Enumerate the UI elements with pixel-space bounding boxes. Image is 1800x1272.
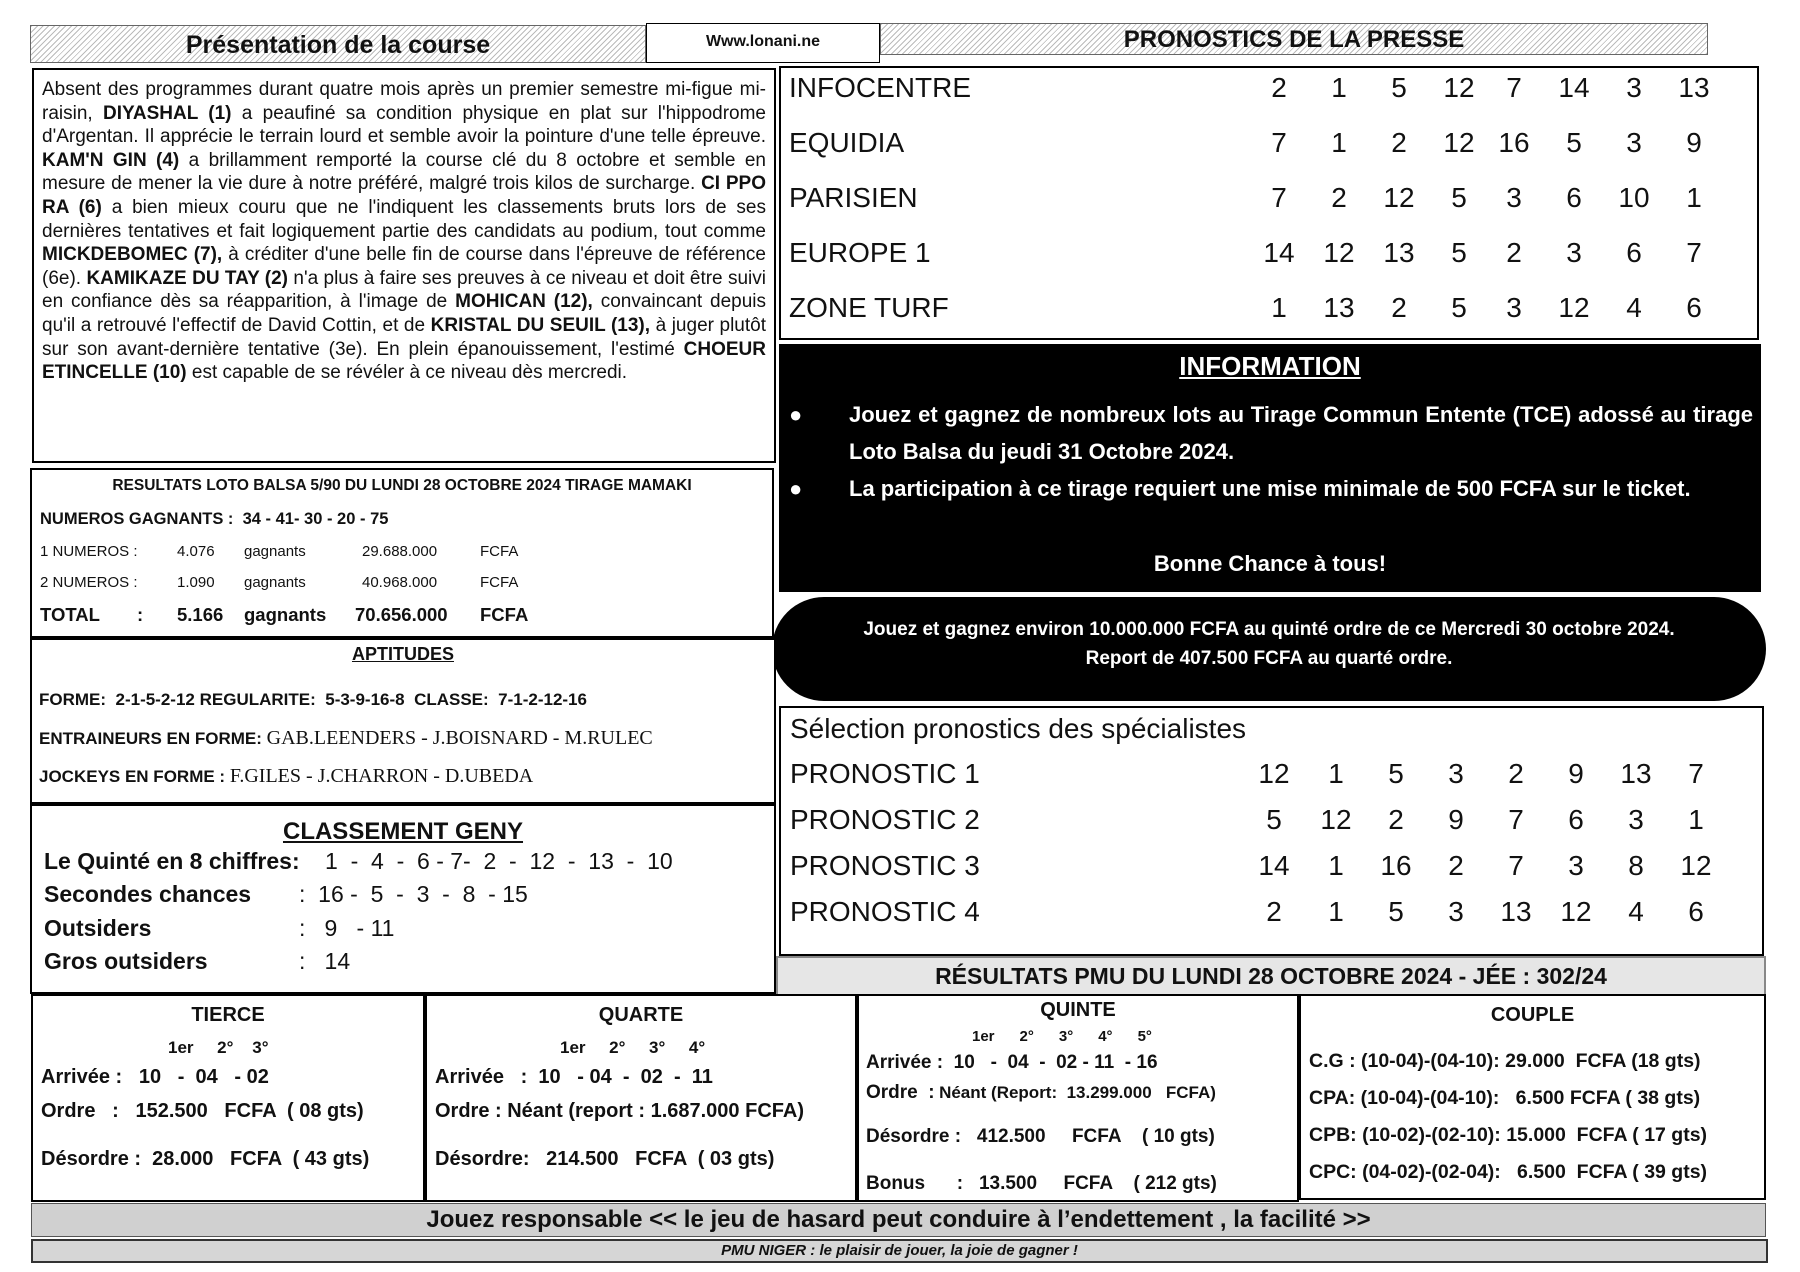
pronostic-number: 4 [1628,896,1644,927]
information-panel [779,344,1761,592]
information-closing: Bonne Chance à tous! [1153,551,1387,576]
presse-source: EQUIDIA [789,127,905,158]
pronostic-row [781,804,1762,844]
quarte-arrivee: Arrivée : 10 - 04 - 02 - 11 [435,1066,713,1088]
pronostic-number: 1 [1328,896,1344,927]
presentation-text [34,70,774,385]
geny-value: : 9 - 11 [299,915,395,941]
pronostic-number: 13 [1500,896,1532,927]
presse-source: ZONE TURF [789,292,949,323]
loto-title: RESULTATS LOTO BALSA 5/90 DU LUNDI 28 OCTOBRE 2024 TIRAGE MAMAKI [112,477,692,494]
loto-cell: gagnants [244,574,306,591]
loto-cell: 4.076 [177,543,215,560]
presse-number: 3 [1566,237,1582,268]
horse-name: KAMIKAZE DU TAY (2) [86,267,289,289]
pmu-results-header [776,956,1766,996]
presse-number: 2 [1331,182,1347,213]
pronostic-number: 16 [1380,850,1412,881]
pronostic-number: 5 [1388,896,1404,927]
presse-number: 12 [1443,127,1475,158]
presse-number: 7 [1271,182,1287,213]
horse-name: MICKDEBOMEC (7), [42,244,223,266]
presse-number: 3 [1506,292,1522,323]
loto-cell: TOTAL [40,604,100,625]
promo-line: Report de 407.500 FCFA au quarté ordre. [1085,648,1453,669]
pronostic-number: 3 [1448,896,1464,927]
pronostic-number: 3 [1568,850,1584,881]
pronostic-number: 3 [1448,758,1464,789]
quarte-ordre: Ordre : Néant (report : 1.687.000 FCFA) [435,1100,804,1122]
pronostic-number: 1 [1328,850,1344,881]
loto-cell: FCFA [480,543,519,560]
pronostic-number: 8 [1628,850,1644,881]
pronostic-number: 2 [1388,804,1404,835]
website-link[interactable]: Www.lonani.ne [705,33,821,50]
presse-number: 2 [1506,237,1522,268]
couple-row: C.G : (10-04)-(04-10): 29.000 FCFA (18 gts) [1309,1050,1701,1072]
website-box[interactable] [646,23,880,63]
presse-number: 12 [1383,182,1415,213]
presse-row [781,182,1757,232]
couple-panel [1299,994,1766,1200]
tierce-desordre: Désordre : 28.000 FCFA ( 43 gts) [41,1148,370,1170]
specialistes-panel [779,706,1764,956]
pronostic-number: 7 [1508,804,1524,835]
horse-name: CHOEUR ETINCELLE (10) [42,338,766,384]
pronostic-name: PRONOSTIC 2 [790,804,980,835]
loto-cell: : [137,604,144,625]
pronostic-number: 5 [1266,804,1282,835]
loto-cell: FCFA [480,574,519,591]
presse-number: 5 [1566,127,1582,158]
presse-number: 10 [1618,182,1650,213]
pronostic-name: PRONOSTIC 3 [790,850,980,881]
presse-number: 3 [1506,182,1522,213]
loto-cell: 40.968.000 [362,574,438,591]
promo-line: Jouez et gagnez environ 10.000.000 FCFA au quinté ordre de ce Mercredi 30 octobre 2024. [863,619,1675,640]
geny-label: Gros outsiders [44,948,208,974]
quinte-panel [857,994,1299,1202]
pronostic-number: 1 [1688,804,1704,835]
presse-number: 13 [1323,292,1355,323]
presse-number: 1 [1686,182,1702,213]
slogan-banner [31,1239,1768,1263]
presse-number: 3 [1626,127,1642,158]
presse-number: 6 [1626,237,1642,268]
geny-label: Secondes chances [44,881,252,907]
presentation-text-segment: a brillamment remporté la course clé du 8 octobre et semble en mesure de mener la vie dure à notre préféré, malgré trois kilos de surcharge. [42,149,766,195]
promo-banner [772,597,1766,701]
presse-number: 5 [1451,292,1467,323]
presse-number: 5 [1451,237,1467,268]
presse-row [781,237,1757,287]
presse-number: 2 [1271,72,1287,103]
presse-number: 7 [1271,127,1287,158]
pronostic-number: 3 [1628,804,1644,835]
presentation-text-segment: à créditer d'une belle fin de course dans l'épreuve de référence (6e). [42,244,766,289]
horse-name: KAM'N GIN (4) [42,149,180,171]
loto-cell: 70.656.000 [355,604,448,625]
pronostic-row [781,896,1762,936]
presentation-text-segment: Absent des programmes durant quatre mois après un premier semestre mi-figue mi-raisin, [42,79,766,124]
aptitudes-entraineurs-line: ENTRAINEURS EN FORME: GAB.LEENDERS - J.BOISNARD - M.RULEC [39,727,653,749]
couple-title: COUPLE [1490,1004,1575,1026]
presse-source: EUROPE 1 [789,237,931,268]
quarte-panel [425,994,857,1202]
couple-row: CPA: (10-04)-(04-10): 6.500 FCFA ( 38 gts) [1309,1087,1701,1109]
presentation-title: Présentation de la course [185,31,491,59]
pronostic-number: 13 [1620,758,1652,789]
loto-cell: gagnants [244,604,327,625]
responsable-text: Jouez responsable << le jeu de hasard peut conduire à l’endettement , la facilité >> [426,1206,1371,1233]
pronostic-row [781,758,1762,798]
tierce-places: 1er 2° 3° [168,1038,269,1057]
quarte-title: QUARTE [598,1004,684,1026]
pronostic-number: 2 [1508,758,1524,789]
pronostic-number: 7 [1688,758,1704,789]
information-bullet: ● La participation à ce tirage requiert une mise minimale de 500 FCFA sur le ticket. [789,476,1691,501]
pronostic-number: 14 [1258,850,1290,881]
aptitudes-jockeys-line: JOCKEYS EN FORME : F.GILES - J.CHARRON - D.UBEDA [39,765,534,787]
presse-number: 7 [1506,72,1522,103]
tierce-arrivee: Arrivée : 10 - 04 - 02 [41,1066,269,1088]
loto-cell: 1.090 [177,574,215,591]
presse-number: 13 [1678,72,1710,103]
presse-number: 4 [1626,292,1642,323]
horse-name: KRISTAL DU SEUIL (13), [430,314,651,336]
geny-label: Le Quinté en 8 chiffres: [44,848,300,874]
pronostic-number: 12 [1258,758,1290,789]
responsable-banner [31,1203,1766,1237]
pronostic-number: 12 [1560,896,1592,927]
quinte-arrivee: Arrivée : 10 - 04 - 02 - 11 - 16 [866,1052,1158,1073]
pronostic-row [781,850,1762,890]
quinte-bonus: Bonus : 13.500 FCFA ( 212 gts) [866,1173,1217,1194]
loto-winning: NUMEROS GAGNANTS : 34 - 41- 30 - 20 - 75 [40,510,389,528]
loto-cell: gagnants [244,543,306,560]
presse-number: 7 [1686,237,1702,268]
presse-number: 1 [1331,72,1347,103]
pronostic-number: 6 [1688,896,1704,927]
presentation-text-segment: n'a plus à faire ses preuves à ce niveau et doit être suivi en confiance dès sa réapparition, à l'image de [42,267,767,313]
presse-number: 2 [1391,292,1407,323]
quarte-places: 1er 2° 3° 4° [560,1038,706,1057]
presse-number: 5 [1451,182,1467,213]
presse-source: PARISIEN [789,182,918,213]
pronostic-number: 9 [1568,758,1584,789]
presse-number: 1 [1271,292,1287,323]
geny-value: 1 - 4 - 6 - 7- 2 - 12 - 13 - 10 [325,848,673,874]
aptitudes-forme-line: FORME: 2-1-5-2-12 REGULARITE: 5-3-9-16-8 CLASSE: 7-1-2-12-16 [39,690,587,709]
presse-number: 12 [1323,237,1355,268]
tierce-panel [31,994,425,1202]
presentation-header [30,25,646,63]
presse-number: 12 [1443,72,1475,103]
pronostic-number: 12 [1680,850,1712,881]
pronostic-number: 5 [1388,758,1404,789]
pronostic-number: 6 [1568,804,1584,835]
presse-number: 6 [1686,292,1702,323]
information-title: INFORMATION [1179,351,1361,381]
presentation-text-segment: est capable de se révéler à ce niveau dès mercredi. [186,362,628,384]
presse-number: 5 [1391,72,1407,103]
horse-name: DIYASHAL (1) [102,102,232,124]
presentation-text-segment: a peaufiné sa condition physique en plat sur l'hippodrome d'Argentan. Il apprécie le terrain lourd et semble avoir la pointure d'une telle épreuve. [42,102,766,148]
loto-cell: 5.166 [177,604,224,625]
presse-number: 9 [1686,127,1702,158]
loto-cell: 1 NUMEROS : [40,543,138,560]
geny-label: Outsiders [44,915,152,941]
presentation-text-segment: convaincant depuis qu'il a retrouvé l'effectif de David Cottin, et de [42,291,766,336]
pronostic-number: 9 [1448,804,1464,835]
quinte-title: QUINTE [1040,999,1116,1021]
presse-title: PRONOSTICS DE LA PRESSE [1123,26,1465,53]
presentation-text-segment: à juger plutôt sur son avant-dernière tentative (3e). En plein épanouissement, l'estimé [42,314,767,360]
pronostic-number: 12 [1320,804,1352,835]
pronostic-number: 1 [1328,758,1344,789]
geny-title: CLASSEMENT GENY [282,818,524,845]
presse-row [781,292,1757,342]
loto-cell: FCFA [480,604,529,625]
presse-number: 13 [1383,237,1415,268]
horse-name: MOHICAN (12), [455,291,593,313]
presentation-panel [32,68,776,463]
loto-panel [30,468,774,638]
presse-number: 12 [1558,292,1590,323]
geny-value: : 14 [299,948,351,974]
presse-row [781,127,1757,177]
presse-number: 16 [1498,127,1530,158]
quarte-desordre: Désordre: 214.500 FCFA ( 03 gts) [435,1148,775,1170]
presse-number: 14 [1558,72,1590,103]
tierce-title: TIERCE [191,1004,265,1026]
couple-row: CPB: (10-02)-(02-10): 15.000 FCFA ( 17 gts) [1309,1124,1708,1146]
presse-number: 2 [1391,127,1407,158]
presse-number: 6 [1566,182,1582,213]
aptitudes-title: APTITUDES [351,644,454,664]
presse-row [781,72,1757,122]
pronostic-name: PRONOSTIC 1 [790,758,980,789]
geny-panel [30,804,776,994]
presse-number: 3 [1626,72,1642,103]
couple-row: CPC: (04-02)-(02-04): 6.500 FCFA ( 39 gts) [1309,1161,1708,1183]
horse-name: CI PPO RA (6) [42,173,766,218]
pronostic-number: 2 [1266,896,1282,927]
tierce-ordre: Ordre : 152.500 FCFA ( 08 gts) [41,1100,364,1122]
pronostic-name: PRONOSTIC 4 [790,896,980,927]
loto-winning-numbers: 34 - 41- 30 - 20 - 75 [242,510,389,528]
pronostic-number: 2 [1448,850,1464,881]
presse-source: INFOCENTRE [789,72,971,103]
information-bullet: ● Jouez et gagnez de nombreux lots au Tirage Commun Entente (TCE) adossé au tirage Loto Balsa du jeudi 31 Octobre 2024. [789,402,1753,464]
aptitudes-panel [30,638,776,804]
loto-cell: 29.688.000 [362,543,438,560]
presse-number: 1 [1331,127,1347,158]
quinte-desordre: Désordre : 412.500 FCFA ( 10 gts) [866,1126,1215,1147]
quinte-ordre: Ordre : Néant (Report: 13.299.000 FCFA) [866,1082,1216,1103]
presse-number: 14 [1263,237,1295,268]
presentation-text-segment: a bien mieux couru que ne l'indiquent les classements bruts lors de ses dernières tentatives et fait logiquement partie des candidats au podium, tout comme [42,196,766,242]
slogan-text: PMU NIGER : le plaisir de jouer, la joie de gagner ! [721,1242,1078,1259]
presse-panel [779,66,1759,340]
geny-value: : 16 - 5 - 3 - 8 - 15 [299,881,528,907]
loto-cell: 2 NUMEROS : [40,574,138,591]
pronostic-number: 7 [1508,850,1524,881]
specialistes-title: Sélection pronostics des spécialistes [790,713,1247,744]
quinte-places: 1er 2° 3° 4° 5° [972,1028,1152,1045]
pmu-results-title: RÉSULTATS PMU DU LUNDI 28 OCTOBRE 2024 - JÉE : 302/24 [935,963,1607,989]
presse-header [880,23,1708,55]
